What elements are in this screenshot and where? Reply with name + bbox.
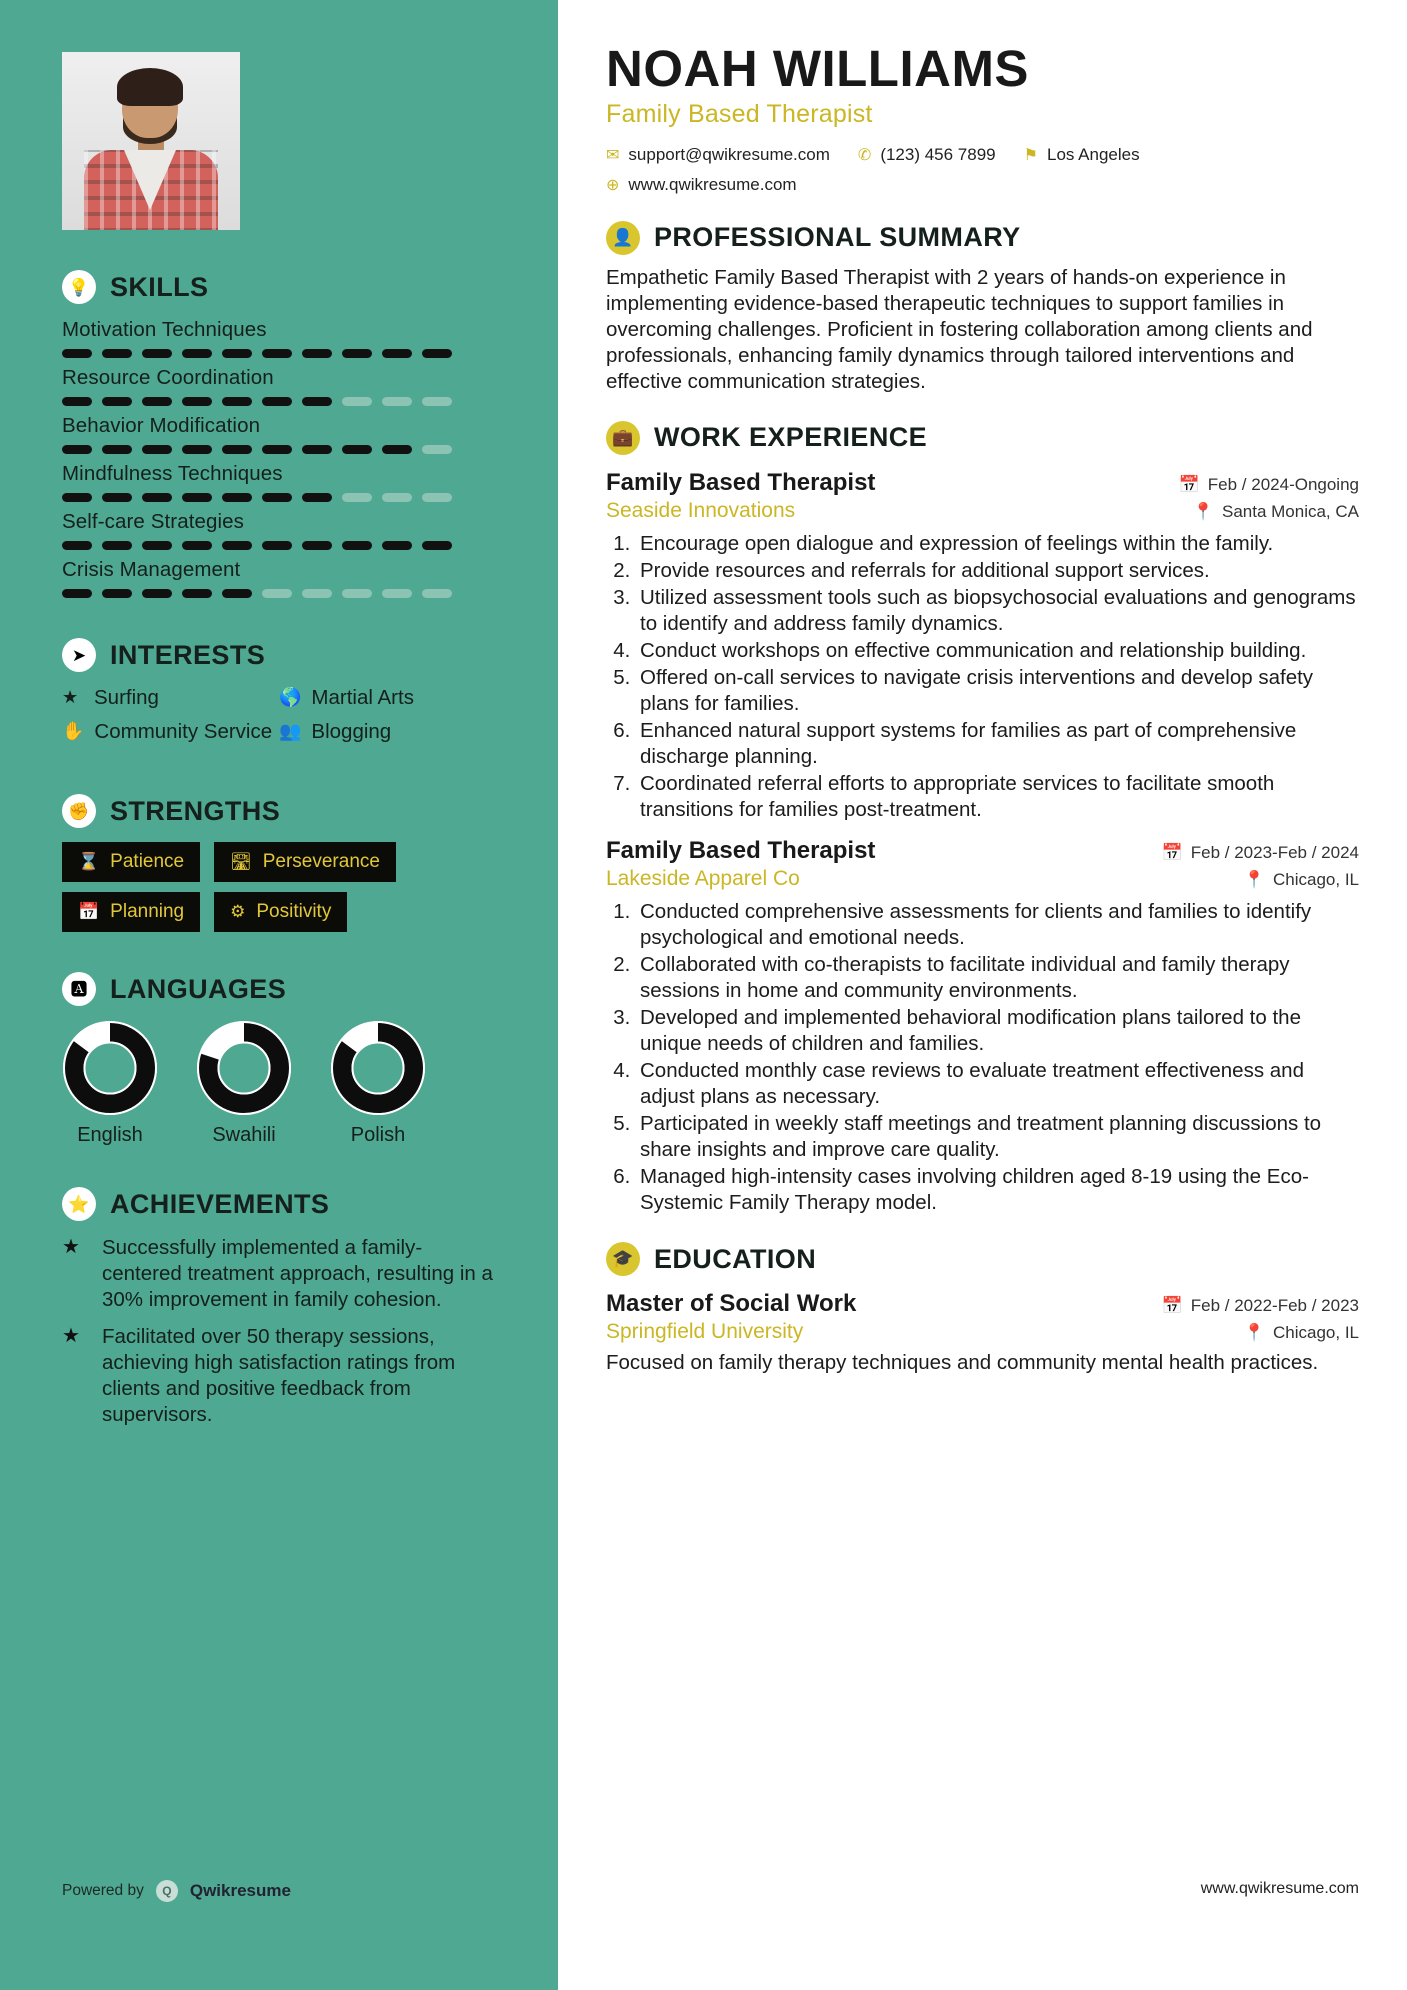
interests-heading xyxy=(62,638,496,672)
summary-text: Empathetic Family Based Therapist with 2 years of hands-on experience in implementing evidence-based therapeutic techniques to support families in overcoming challenges. Proficient in fostering collaboration among clients and professionals, enhancing family dynamics through tailored interventions and effective communication strategies. xyxy=(606,265,1313,393)
experience-job-title: Family Based Therapist xyxy=(606,837,876,865)
strength-label: Perseverance xyxy=(262,851,380,872)
skill-level-bar xyxy=(62,589,496,598)
experience-location-text: Chicago, IL xyxy=(1273,870,1359,890)
skill-dash xyxy=(142,397,172,406)
skill-dash xyxy=(422,493,452,502)
envelope-icon: ✉ xyxy=(606,146,620,164)
briefcase-icon: 💼 xyxy=(606,421,640,455)
skill-row xyxy=(62,558,496,598)
education-entry xyxy=(606,1290,1359,1376)
contact-item[interactable] xyxy=(858,145,996,165)
jobs-list xyxy=(606,469,1359,1217)
languages-list xyxy=(62,1020,496,1147)
skill-dash xyxy=(142,493,172,502)
footer-website: www.qwikresume.com xyxy=(1200,1880,1359,1897)
experience-bullet: 6. Enhanced natural support systems for families as part of comprehensive discharge planning. xyxy=(636,718,1359,770)
experience-bullet: 1. Encourage open dialogue and expression of feelings within the family. xyxy=(636,531,1359,557)
skill-dash xyxy=(62,493,92,502)
language-proficiency-donut xyxy=(62,1020,158,1116)
contact-list xyxy=(606,145,1359,195)
strength-badge xyxy=(62,842,200,882)
paper-plane-icon: ➤ xyxy=(62,638,96,672)
skill-dash xyxy=(302,397,332,406)
education-entry-subheader xyxy=(606,1320,1359,1344)
skill-dash xyxy=(222,493,252,502)
experience-entry-header xyxy=(606,837,1359,865)
experience-entry-header xyxy=(606,469,1359,497)
language-item xyxy=(330,1020,426,1147)
experience-location xyxy=(1193,502,1359,522)
skill-dash xyxy=(142,349,172,358)
experience-entry-subheader xyxy=(606,499,1359,523)
experience-date xyxy=(1162,843,1359,863)
location-pin-icon: 📍 xyxy=(1192,501,1214,521)
strength-badge xyxy=(62,892,200,932)
education-location-text: Chicago, IL xyxy=(1273,1323,1359,1343)
experience-location xyxy=(1244,870,1359,890)
interest-item xyxy=(62,686,279,710)
achievement-text: Successfully implemented a family-centered treatment approach, resulting in a 30% improvement in family cohesion. xyxy=(102,1236,493,1311)
experience-title: WORK EXPERIENCE xyxy=(654,422,928,453)
skill-level-bar xyxy=(62,493,496,502)
skill-dash xyxy=(382,445,412,454)
skill-dash xyxy=(422,349,452,358)
skill-dash xyxy=(382,589,412,598)
shooting-star-icon: ★ xyxy=(62,1325,80,1348)
gear-icon: ⚙ xyxy=(230,902,246,921)
skill-dash xyxy=(182,397,212,406)
interest-item xyxy=(279,686,496,710)
education-date-text: Feb / 2022-Feb / 2023 xyxy=(1190,1296,1359,1316)
experience-job-title: Family Based Therapist xyxy=(606,468,876,496)
experience-date-text: Feb / 2023-Feb / 2024 xyxy=(1190,843,1359,863)
interests-section xyxy=(62,638,496,754)
skill-dash xyxy=(222,397,252,406)
interest-item xyxy=(62,720,279,744)
skill-dash xyxy=(342,349,372,358)
education-location xyxy=(1244,1323,1359,1343)
skill-dash xyxy=(142,541,172,550)
achievement-item xyxy=(62,1324,496,1427)
contact-text: (123) 456 7899 xyxy=(880,144,996,164)
strengths-list xyxy=(62,842,496,932)
skill-level-bar xyxy=(62,541,496,550)
interest-label: Surfing xyxy=(94,686,159,709)
skill-dash xyxy=(342,589,372,598)
language-label: English xyxy=(77,1124,143,1146)
experience-bullet: 5. Participated in weekly staff meetings and treatment planning discussions to share insights and improve care quality. xyxy=(636,1111,1359,1163)
skill-dash xyxy=(302,493,332,502)
sidebar xyxy=(0,0,558,1990)
star-icon: ★ xyxy=(62,687,79,707)
skill-dash xyxy=(422,397,452,406)
interest-label: Blogging xyxy=(311,720,392,743)
graduation-cap-icon: 🎓 xyxy=(606,1242,640,1276)
strength-badge xyxy=(214,892,347,932)
strengths-title: STRENGTHS xyxy=(110,795,281,826)
experience-bullet: 2. Collaborated with co-therapists to facilitate individual and family therapy sessions in home and community environments. xyxy=(636,952,1359,1004)
star-badge-icon: ⭐ xyxy=(62,1187,96,1221)
experience-section xyxy=(606,421,1359,1217)
summary-section xyxy=(606,221,1359,395)
skill-dash xyxy=(142,445,172,454)
road-icon: 🛣 xyxy=(230,852,252,871)
skills-title: SKILLS xyxy=(110,271,209,302)
experience-company: Seaside Innovations xyxy=(606,498,796,522)
hand-icon: ✋ xyxy=(62,721,85,741)
skill-dash xyxy=(62,349,92,358)
globe-icon: ⊕ xyxy=(606,176,620,194)
experience-entry-subheader xyxy=(606,867,1359,891)
language-item xyxy=(62,1020,158,1147)
languages-section xyxy=(62,972,496,1147)
skill-dash xyxy=(182,493,212,502)
summary-heading xyxy=(606,221,1359,255)
calendar-icon: 📅 xyxy=(78,902,100,921)
experience-heading xyxy=(606,421,1359,455)
skill-dash xyxy=(342,445,372,454)
experience-bullets xyxy=(606,899,1359,1216)
experience-bullet: 3. Developed and implemented behavioral modification plans tailored to the unique needs of children and families. xyxy=(636,1005,1359,1057)
user-circle-icon: 👤 xyxy=(606,221,640,255)
skill-dash xyxy=(302,589,332,598)
skill-dash xyxy=(62,541,92,550)
skill-label: Crisis Management xyxy=(62,558,241,581)
skill-dash xyxy=(262,397,292,406)
skill-dash xyxy=(422,445,452,454)
main-column xyxy=(558,0,1407,1990)
achievements-list xyxy=(62,1235,496,1428)
language-proficiency-donut xyxy=(196,1020,292,1116)
skill-dash xyxy=(382,541,412,550)
education-title: EDUCATION xyxy=(654,1243,817,1274)
language-item xyxy=(196,1020,292,1147)
education-list xyxy=(606,1290,1359,1376)
page-title: NOAH WILLIAMS xyxy=(606,40,1029,97)
skill-dash xyxy=(262,493,292,502)
experience-bullet: 1. Conducted comprehensive assessments for clients and families to identify psychological and emotional needs. xyxy=(636,899,1359,951)
strength-label: Positivity xyxy=(256,901,332,922)
interest-item xyxy=(279,720,496,744)
skill-label: Behavior Modification xyxy=(62,414,261,437)
experience-bullet: 3. Utilized assessment tools such as biopsychosocial evaluations and genograms to identify and address family dynamics. xyxy=(636,585,1359,637)
experience-bullet: 4. Conduct workshops on effective communication and relationship building. xyxy=(636,638,1359,664)
phone-icon: ✆ xyxy=(857,146,872,164)
strengths-heading xyxy=(62,794,496,828)
skill-dash xyxy=(422,589,452,598)
sidebar-footer xyxy=(62,1880,291,1902)
achievements-heading xyxy=(62,1187,496,1221)
skill-dash xyxy=(102,493,132,502)
skill-row xyxy=(62,462,496,502)
skill-dash xyxy=(62,397,92,406)
skills-section xyxy=(62,270,496,598)
profile-photo xyxy=(62,52,240,230)
calendar-icon: 📅 xyxy=(1161,1296,1183,1316)
contact-text: Los Angeles xyxy=(1046,144,1140,164)
contact-text: support@qwikresume.com xyxy=(628,144,830,164)
experience-date xyxy=(1179,475,1359,495)
skills-heading xyxy=(62,270,496,304)
skill-dash xyxy=(342,397,372,406)
skill-dash xyxy=(262,541,292,550)
qwikresume-logo-icon: Q xyxy=(156,1880,178,1902)
skill-dash xyxy=(182,541,212,550)
fist-icon: ✊ xyxy=(62,794,96,828)
skill-dash xyxy=(382,349,412,358)
language-label: Swahili xyxy=(212,1124,276,1146)
interest-label: Martial Arts xyxy=(311,686,414,709)
education-degree: Master of Social Work xyxy=(606,1290,857,1318)
skill-dash xyxy=(102,541,132,550)
skill-row xyxy=(62,318,496,358)
education-school: Springfield University xyxy=(606,1320,804,1344)
experience-entry xyxy=(606,469,1359,823)
education-section xyxy=(606,1242,1359,1376)
summary-title: PROFESSIONAL SUMMARY xyxy=(654,222,1021,253)
interest-label: Community Service xyxy=(94,720,273,743)
skill-label: Motivation Techniques xyxy=(62,318,267,341)
skill-dash xyxy=(182,445,212,454)
language-label: Polish xyxy=(350,1124,406,1146)
skill-dash xyxy=(222,445,252,454)
skill-dash xyxy=(62,589,92,598)
skill-label: Mindfulness Techniques xyxy=(62,462,283,485)
skill-row xyxy=(62,366,496,406)
strength-label: Patience xyxy=(110,851,185,872)
skill-dash xyxy=(62,445,92,454)
skill-dash xyxy=(262,445,292,454)
achievement-item xyxy=(62,1235,496,1312)
skill-row xyxy=(62,414,496,454)
skill-dash xyxy=(222,589,252,598)
contact-text: www.qwikresume.com xyxy=(628,174,797,194)
achievements-title: ACHIEVEMENTS xyxy=(110,1188,330,1219)
education-heading xyxy=(606,1242,1359,1276)
experience-bullet: 6. Managed high-intensity cases involving children aged 8-19 using the Eco-Systemic Family Therapy model. xyxy=(636,1164,1359,1216)
contact-item[interactable] xyxy=(606,145,830,165)
skill-dash xyxy=(262,589,292,598)
education-entry-header xyxy=(606,1290,1359,1318)
location-pin-icon: ⚑ xyxy=(1023,146,1038,164)
skill-dash xyxy=(102,445,132,454)
contact-item[interactable] xyxy=(606,175,1331,195)
achievements-section xyxy=(62,1187,496,1428)
skill-dash xyxy=(182,589,212,598)
skill-dash xyxy=(142,589,172,598)
globe-icon: 🌎 xyxy=(279,687,302,707)
experience-bullet: 4. Conducted monthly case reviews to evaluate treatment effectiveness and adjust plans as necessary. xyxy=(636,1058,1359,1110)
skill-level-bar xyxy=(62,349,496,358)
skill-dash xyxy=(382,493,412,502)
experience-location-text: Santa Monica, CA xyxy=(1221,501,1359,521)
experience-bullet: 5. Offered on-call services to navigate crisis interventions and develop safety plans for families. xyxy=(636,665,1359,717)
language-proficiency-donut xyxy=(330,1020,426,1116)
experience-bullet: 2. Provide resources and referrals for additional support services. xyxy=(636,558,1359,584)
experience-bullet: 7. Coordinated referral efforts to appropriate services to facilitate smooth transitions for families post-treatment. xyxy=(636,771,1359,823)
experience-company: Lakeside Apparel Co xyxy=(606,867,800,891)
education-description: Focused on family therapy techniques and community mental health practices. xyxy=(606,1351,1319,1375)
experience-bullets xyxy=(606,531,1359,823)
achievement-text: Facilitated over 50 therapy sessions, achieving high satisfaction ratings from clients and positive feedback from supervisors. xyxy=(102,1325,456,1426)
skill-row xyxy=(62,510,496,550)
skill-level-bar xyxy=(62,445,496,454)
skill-dash xyxy=(302,541,332,550)
interests-title: INTERESTS xyxy=(110,639,266,670)
skill-label: Self-care Strategies xyxy=(62,510,245,533)
skill-dash xyxy=(382,397,412,406)
skill-dash xyxy=(222,541,252,550)
translate-icon: 🅰 xyxy=(62,972,96,1006)
job-role-subtitle: Family Based Therapist xyxy=(606,99,873,128)
skill-label: Resource Coordination xyxy=(62,366,274,389)
skill-level-bar xyxy=(62,397,496,406)
shooting-star-icon: ★ xyxy=(62,1236,80,1258)
skill-dash xyxy=(222,349,252,358)
skill-dash xyxy=(262,349,292,358)
skills-list xyxy=(62,318,496,598)
lightbulb-icon: 💡 xyxy=(62,270,96,304)
education-date xyxy=(1162,1296,1359,1316)
strengths-section xyxy=(62,794,496,932)
skill-dash xyxy=(102,589,132,598)
languages-heading xyxy=(62,972,496,1006)
skill-dash xyxy=(342,493,372,502)
languages-title: LANGUAGES xyxy=(110,973,287,1004)
contact-item[interactable] xyxy=(1024,145,1140,165)
powered-by-label: Powered by xyxy=(62,1882,144,1899)
skill-dash xyxy=(182,349,212,358)
calendar-icon: 📅 xyxy=(1178,474,1200,494)
users-icon: 👥 xyxy=(279,721,302,741)
skill-dash xyxy=(102,349,132,358)
skill-dash xyxy=(422,541,452,550)
hourglass-icon: ⌛ xyxy=(78,852,100,871)
skill-dash xyxy=(102,397,132,406)
experience-entry xyxy=(606,837,1359,1216)
qwikresume-brand: Qwikresume xyxy=(189,1881,291,1900)
skill-dash xyxy=(342,541,372,550)
strength-badge xyxy=(214,842,396,882)
strength-label: Planning xyxy=(110,901,185,922)
skill-dash xyxy=(302,445,332,454)
skill-dash xyxy=(302,349,332,358)
calendar-icon: 📅 xyxy=(1161,843,1183,863)
experience-date-text: Feb / 2024-Ongoing xyxy=(1207,474,1359,494)
location-pin-icon: 📍 xyxy=(1243,870,1265,890)
location-pin-icon: 📍 xyxy=(1243,1323,1265,1343)
interests-list xyxy=(62,686,496,754)
